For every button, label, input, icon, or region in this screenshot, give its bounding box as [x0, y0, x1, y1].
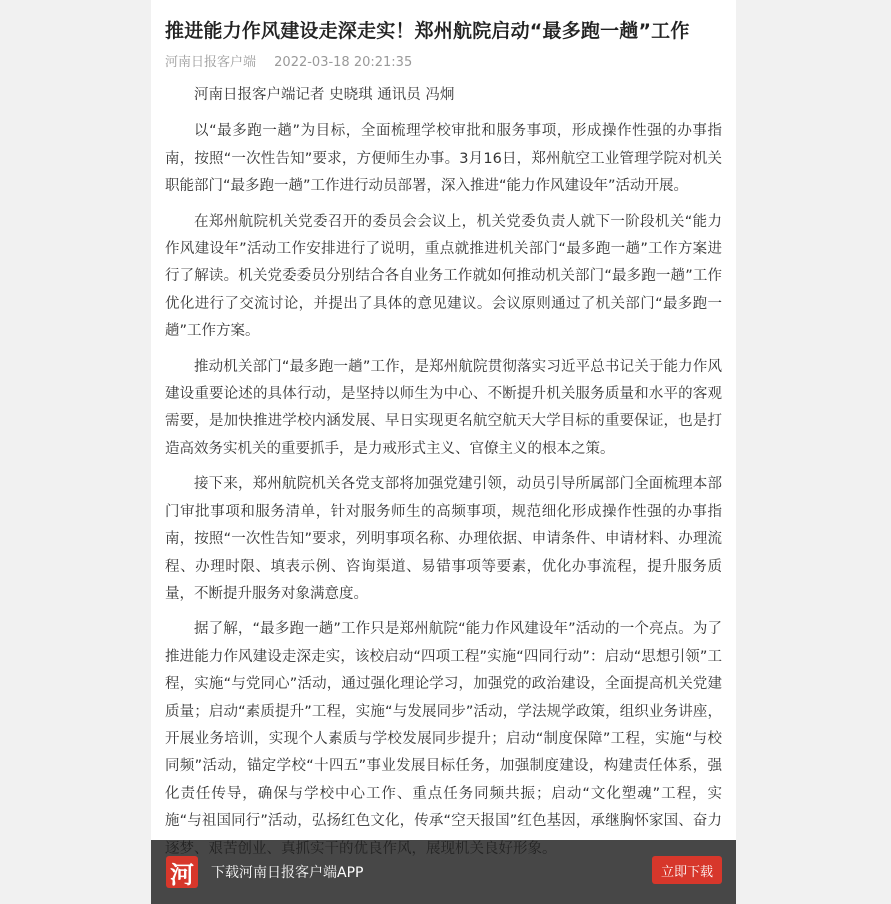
download-now-button[interactable]: 立即下载 — [652, 856, 722, 884]
article-paragraph: 据了解，“最多跑一趟”工作只是郑州航院“能力作风建设年”活动的一个亮点。为了推进能力作风建设走深走实，该校启动“四项工程”实施“四同行动”：启动“思想引领”工程，实施“与党同心”活动，通过强化理论学习，加强党的政治建设，全面提高机关党建质量；启动“素质提升”工程，实施“与发展同步”活动，学法规学政策，组织业务讲座，开展业务培训，实现个人素质与学校发展同步提升；启动“制度保障”工程，实施“与校同频”活动，锚定学校“十四五”事业发展目标任务，加强制度建设，构建责任体系，强化责任传导，确保与学校中心工作、重点任务同频共振；启动“文化塑魂”工程，实施“与祖国同行”活动，弘扬红色文化，传承“空天报国”红色基因，承继胸怀家国、奋力 — [165, 621, 722, 830]
app-download-bar[interactable] — [151, 840, 736, 904]
article-paragraph: 在郑州航院机关党委召开的委员会会议上，机关党委负责人就下一阶段机关“能力作风建设年”活动工作安排进行了说明，重点就推进机关部门“最多跑一趟”工作方案进行了解读。机关党委委员分别结合各自业务工作就如何推动机关部门“最多跑一趟”工作优化进行了交流讨论，并提出了具体的意见建议。会议原则通过了机关部门“最多跑一趟”工作方案。 — [165, 213, 722, 340]
article-paragraph: 推动机关部门“最多跑一趟”工作，是郑州航院贯彻落实习近平总书记关于能力作风建设重要论述的具体行动，是坚持以师生为中心、不断提升机关服务质量和水平的客观需要，是加快推进学校内涵发展、早日实现更名航空航天大学目标的重要保证，也是打造高效务实机关的重要抓手，是力戒形式主义、官僚主义的根本之策。 — [165, 358, 722, 457]
article-meta — [165, 54, 722, 72]
article-datetime: 2022-03-18 20:21:35 — [274, 55, 413, 70]
henan-daily-logo-icon: 河 — [166, 856, 198, 888]
download-bar-text: 下载河南日报客户端APP — [211, 865, 364, 881]
article-paragraph: 以“最多跑一趟”为目标，全面梳理学校审批和服务事项，形成操作性强的办事指南，按照“一次性告知”要求，方便师生办事。3月16日，郑州航空工业管理学院对机关职能部门“最多跑一趟”工作进行动员部署，深入推进“能力作风建设年”活动开展。 — [165, 123, 722, 195]
article-title: 推进能力作风建设走深走实！郑州航院启动“最多跑一趟”工作 — [165, 20, 690, 42]
article-page — [151, 0, 736, 904]
article-paragraph: 接下来，郑州航院机关各党支部将加强党建引领，动员引导所属部门全面梳理本部门审批事项和服务清单，针对服务师生的高频事项，规范细化形成操作性强的办事指南，按照“一次性告知”要求，列明事项名称、办理依据、申请条件、申请材料、办理流程、办理时限、填表示例、咨询渠道、易错事项等要素，优化办事流程，提升服务质量，不断提升服务对象满意度。 — [165, 476, 722, 602]
article-content — [151, 0, 736, 863]
article-source[interactable]: 河南日报客户端 — [165, 55, 257, 70]
article-byline: 河南日报客户端记者 史晓琪 通讯员 冯炯 — [194, 87, 455, 103]
